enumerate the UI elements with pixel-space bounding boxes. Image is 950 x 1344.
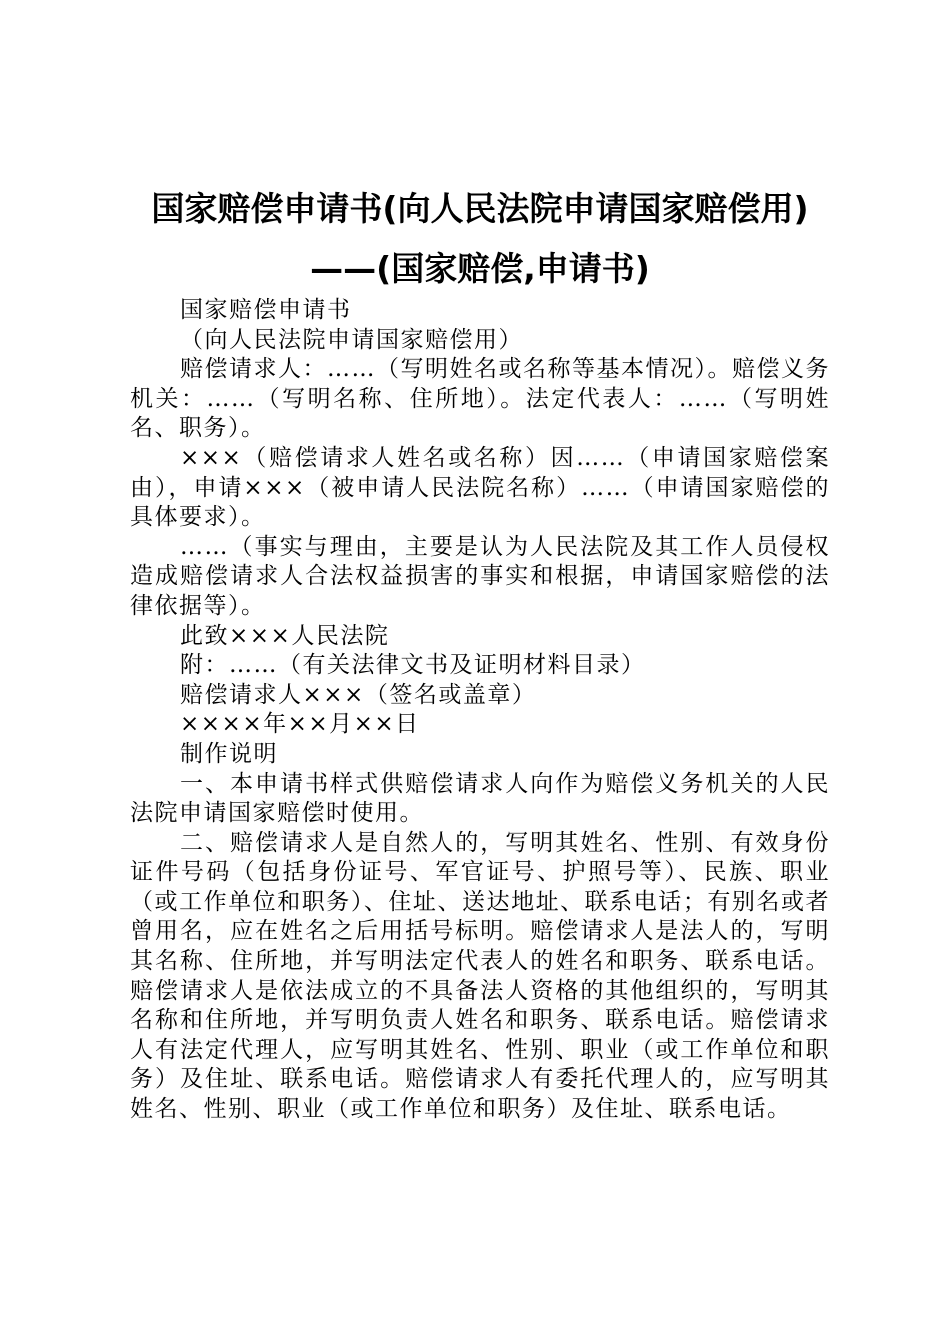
date-line: ××××年××月××日: [180, 711, 420, 738]
attachments-line: 附：……（有关法律文书及证明材料目录）: [180, 652, 646, 679]
form-usage-note: （向人民法院申请国家赔偿用）: [180, 326, 523, 353]
instruction-item-2: 二、赔偿请求人是自然人的，写明其姓名、性别、有效身份证件号码（包括身份证号、军官证号、护照号等）、民族、职业（或工作单位和职务）、住址、送达地址、联系电话；有别名或者曾用名，应在姓名之后用括号标明。赔偿请求人是法人的，写明其名称、住所地，并写明法定代表人的姓名和职务、联系电话。赔偿请求人是依法成立的不具备法人资格的其他组织的，写明其名称和住所地，并写明负责人姓名和职务、联系电话。赔偿请求人有法定代理人，应写明其姓名、性别、职业（或工作单位和职务）及住址、联系电话。赔偿请求人有委托代理人的，应写明其姓名、性别、职业（或工作单位和职务）及住址、联系电话。: [130, 829, 830, 1123]
parties-paragraph: 赔偿请求人：……（写明姓名或名称等基本情况）。赔偿义务机关：……（写明名称、住所地）。法定代表人：……（写明姓名、职务）。: [130, 356, 830, 442]
facts-reasons-paragraph: ……（事实与理由，主要是认为人民法院及其工作人员侵权造成赔偿请求人合法权益损害的事实和根据，申请国家赔偿的法律依据等）。: [130, 533, 830, 619]
instructions-heading: 制作说明: [180, 740, 278, 767]
addressee-line: 此致×××人民法院: [180, 622, 390, 649]
form-name: 国家赔偿申请书: [180, 297, 352, 323]
document-title: 国家赔偿申请书(向人民法院申请国家赔偿用): [151, 189, 809, 228]
instruction-item-1: 一、本申请书样式供赔偿请求人向作为赔偿义务机关的人民法院申请国家赔偿时使用。: [130, 770, 830, 827]
document-subtitle: ——(国家赔偿,申请书): [310, 249, 650, 288]
signature-line: 赔偿请求人×××（签名或盖章）: [180, 681, 537, 708]
request-paragraph: ×××（赔偿请求人姓名或名称）因……（申请国家赔偿案由），申请×××（被申请人民法院名称）……（申请国家赔偿的具体要求）。: [130, 444, 830, 531]
document-body: [130, 296, 830, 1125]
